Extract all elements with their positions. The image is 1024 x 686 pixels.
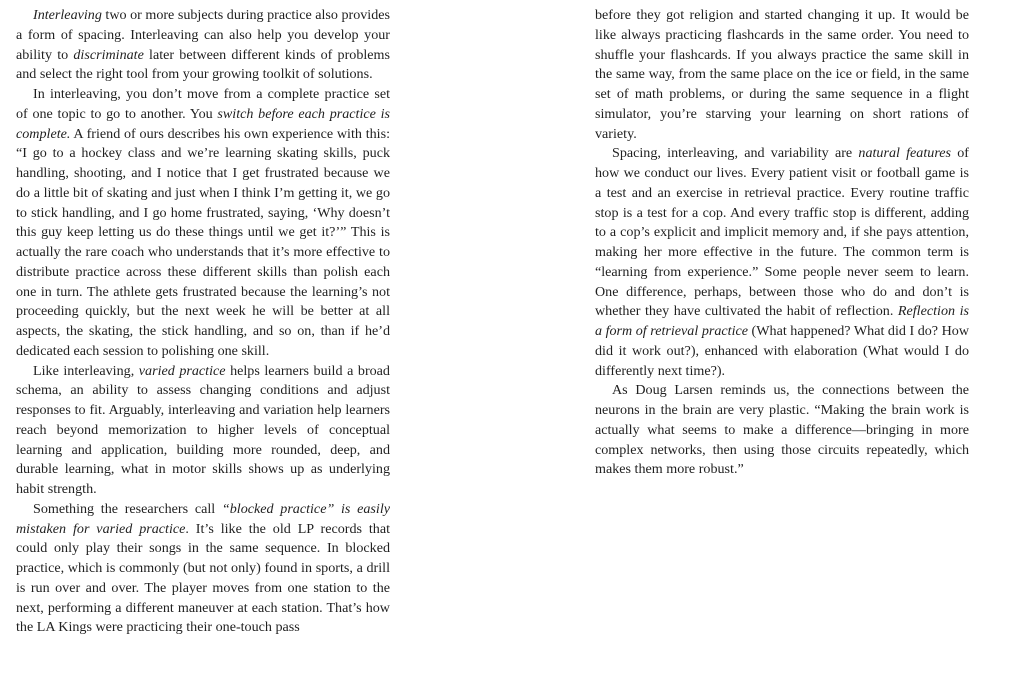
text-segment: before they got religion and started changing it up. It would be like always practicing flashcards in the same order. You need to shuffle your flashcards. If you always practice the same skill in the same way, from the same place on the ice or field, in the same set of math problems, or during the same sequence in a flight simulator, you’re starving your learning on short rations of variety. bbox=[595, 7, 969, 142]
text-segment: natural features bbox=[858, 145, 952, 162]
paragraph bbox=[595, 144, 969, 381]
text-segment: Spacing, interleaving, and variability are bbox=[612, 145, 859, 162]
paragraph-continuation bbox=[595, 6, 969, 144]
text-segment: Reflection is a form of retrieval practice bbox=[595, 303, 969, 339]
text-segment: switch before each practice is complete. bbox=[16, 105, 390, 142]
text-segment: Something the researchers call bbox=[33, 500, 222, 517]
paragraph bbox=[16, 85, 390, 362]
text-segment: of how we conduct our lives. Every patient visit or football game is a test and an exercise in retrieval practice. Every routine traffic stop is a test for a cop. And every traffic stop is different, adding to a cop’s explicit and implicit memory and, if she pays attention, making her more effective in the future. The common term is “learning from experience.” Some people never seem to learn. One difference, perhaps, between those who do and don’t is whether they have cultivated the habit of reflection. bbox=[595, 145, 970, 320]
paragraph bbox=[16, 6, 390, 85]
text-segment: “blocked practice” is easily mistaken for varied practice bbox=[16, 500, 390, 537]
text-segment: helps learners build a broad schema, an ability to assess changing conditions and adjust responses to fit. Arguably, interleaving and variation help learners reach beyond memorization to higher levels of conceptual learning and application, building more rounded, deep, and durable learning, what in motor skills shows up as underlying habit strength. bbox=[16, 362, 390, 497]
text-segment: . It’s like the old LP records that could only play their songs in the same sequence. In blocked practice, which is commonly (but not only) found in sports, a drill is run over and over. The player moves from one station to the next, performing a different maneuver at each station. That’s how the LA Kings were practicing their one-touch pass bbox=[16, 520, 390, 636]
text-segment: Interleaving bbox=[33, 7, 102, 23]
text-segment: later between different kinds of problems and select the right tool from your growing toolkit of solutions. bbox=[16, 46, 390, 83]
right-page bbox=[595, 6, 969, 480]
paragraph bbox=[595, 381, 969, 480]
paragraph bbox=[16, 500, 390, 638]
text-segment: A friend of ours describes his own experience with this: “I go to a hockey class and we’re learning skating skills, puck handling, shooting, and I notice that I get frustrated because we do a little bit of skating and just when I think I’m getting it, we go to stick handling, and I go home frustrated, saying, ‘Why doesn’t this guy keep letting us do these things until we get it?’” This is actually the rare coach who understands that it’s more effective to distribute practice across these different skills than polish each one in turn. The athlete gets frustrated because the learning’s not proceeding quickly, but the next week he will be better at all aspects, the skating, the stick handling, and so on, than if he’d dedicated each session to polishing one skill. bbox=[16, 125, 390, 359]
paragraph bbox=[16, 362, 390, 500]
text-segment: In interleaving, you don’t move from a complete practice set of one topic to go to another. You bbox=[16, 86, 390, 122]
text-segment: Like interleaving, bbox=[33, 362, 139, 379]
text-segment: two or more subjects during practice also provides a form of spacing. Interleaving can also help you develop your ability to bbox=[16, 7, 390, 63]
text-segment: As Doug Larsen reminds us, the connections between the neurons in the brain are very plastic. “Making the brain work is actually what seems to make a difference—bringing in more complex networks, then using those circuits repeatedly, which makes them more robust.” bbox=[595, 382, 969, 478]
text-segment: (What happened? What did I do? How did it work out?), enhanced with elaboration (What would I do differently next time?). bbox=[595, 323, 969, 379]
left-page bbox=[16, 6, 390, 638]
text-segment: varied practice bbox=[138, 362, 226, 379]
text-segment: discriminate bbox=[73, 46, 144, 63]
